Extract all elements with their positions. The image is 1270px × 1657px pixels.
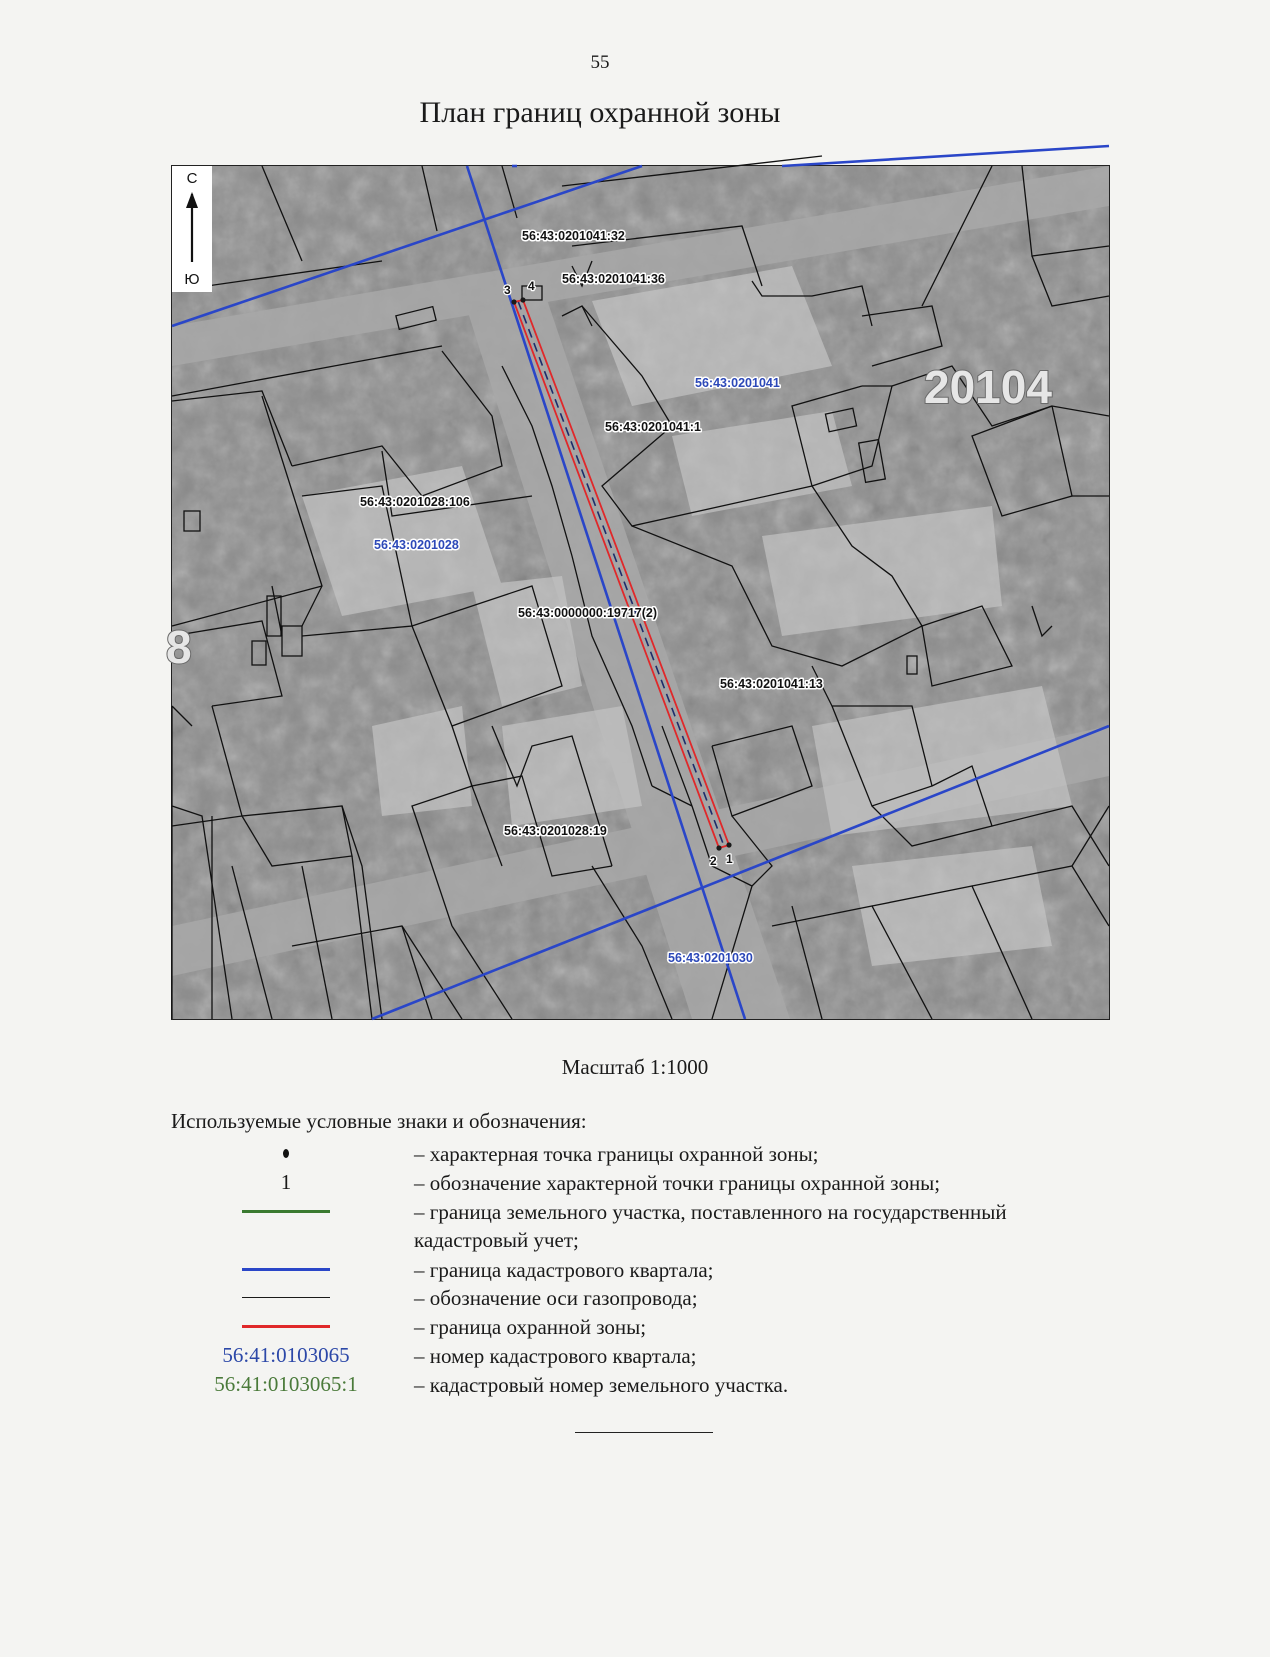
legend-item-parcel-boundary	[171, 1198, 1131, 1252]
block-number-left: 8	[166, 621, 192, 673]
legend-text: – граница земельного участка, поставленного на государственный кадастровый учет;	[414, 1200, 1007, 1252]
legend-item-point-label	[171, 1169, 1131, 1195]
parcel-label-36: 56:43:0201041:36	[562, 272, 665, 286]
point-1-marker	[726, 842, 731, 847]
quarter-label-0201041: 56:43:0201041	[695, 376, 780, 390]
parcel-label-1: 56:43:0201041:1	[605, 420, 701, 434]
legend-symbol-text: 56:41:0103065	[222, 1342, 350, 1367]
map-svg	[166, 166, 1109, 1019]
legend-item-parcel-number	[171, 1371, 1131, 1397]
block-number-right: 20104	[924, 361, 1052, 413]
legend-text: – кадастровый номер земельного участка.	[414, 1373, 789, 1397]
point-2-marker	[716, 845, 721, 850]
blue-line-icon	[242, 1268, 330, 1271]
legend-symbol-text: 1	[280, 1169, 292, 1194]
page-number: 55	[590, 52, 610, 73]
quarter-label-0201028: 56:43:0201028	[374, 538, 459, 552]
legend-text: – граница кадастрового квартала;	[414, 1258, 714, 1282]
point-3-marker	[511, 299, 516, 304]
cadastral-map	[166, 165, 1110, 1020]
gas-pipeline-label: 56:43:0000000:19717(2)	[518, 606, 657, 620]
legend-symbol-text: 56:41:0103065:1	[214, 1371, 358, 1396]
legend-text: – обозначение характерной точки границы охранной зоны;	[414, 1171, 941, 1195]
point-label-2: 2	[710, 854, 717, 868]
map-scale: Масштаб 1:1000	[561, 1055, 709, 1079]
point-dot-icon	[283, 1149, 289, 1158]
legend-text: – номер кадастрового квартала;	[414, 1344, 697, 1368]
point-label-1: 1	[726, 852, 733, 866]
parcel-label-19: 56:43:0201028:19	[504, 824, 607, 838]
legend-text: – обозначение оси газопровода;	[414, 1286, 698, 1310]
parcel-label-106: 56:43:0201028:106	[360, 495, 470, 509]
legend-text: – характерная точка границы охранной зоны;	[414, 1142, 819, 1166]
black-line-icon	[242, 1297, 330, 1298]
parcel-label-13: 56:43:0201041:13	[720, 677, 823, 691]
end-divider	[575, 1432, 713, 1433]
point-4-marker	[520, 297, 525, 302]
compass-south: Ю	[184, 271, 200, 288]
legend-item-quarter-number	[171, 1342, 1131, 1368]
green-line-icon	[242, 1210, 330, 1213]
compass-north: С	[186, 170, 198, 187]
red-line-icon	[242, 1325, 330, 1328]
legend-header: Используемые условные знаки и обозначения:	[171, 1109, 587, 1133]
quarter-label-0201030: 56:43:0201030	[668, 951, 753, 965]
point-label-3: 3	[504, 283, 511, 297]
parcel-label-32: 56:43:0201041:32	[522, 229, 625, 243]
legend-text: – граница охранной зоны;	[414, 1315, 647, 1339]
point-label-4: 4	[528, 279, 535, 293]
page-title: План границ охранной зоны	[419, 96, 781, 129]
compass	[172, 166, 212, 292]
legend-item-zone-boundary	[171, 1313, 1131, 1339]
legend-item-gas-axis	[171, 1284, 1131, 1310]
legend-item-point	[171, 1140, 1131, 1166]
legend-item-quarter-boundary	[171, 1256, 1131, 1282]
